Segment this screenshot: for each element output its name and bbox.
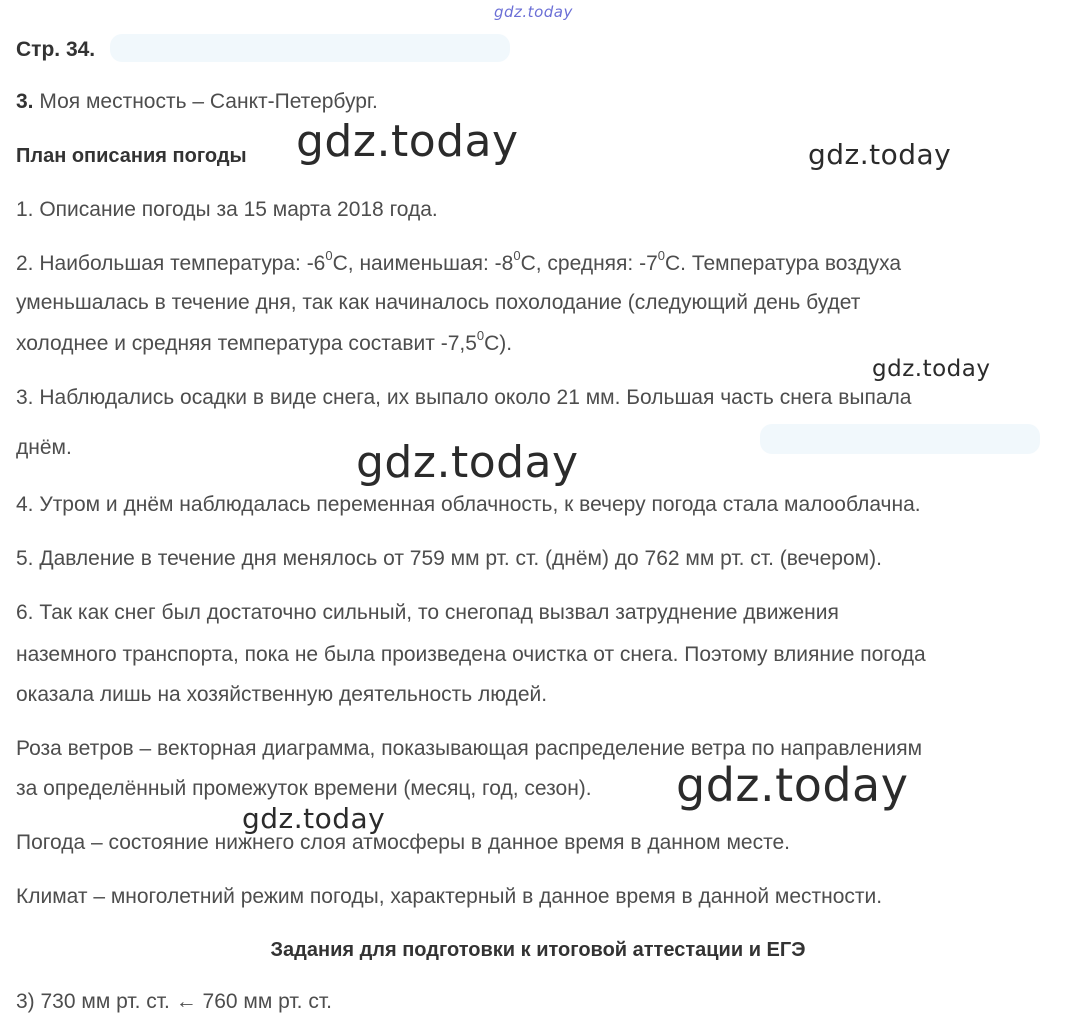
definition-weather: Погода – состояние нижнего слоя атмосферы в данное время в данном месте. xyxy=(16,831,790,854)
task-line xyxy=(16,88,378,116)
watermark: gdz.today xyxy=(676,758,909,812)
plan-item-5: 5. Давление в течение дня менялось от 759 мм рт. ст. (днём) до 762 мм рт. ст. (вечером). xyxy=(16,547,882,570)
text-fragment: С, наименьшая: -8 xyxy=(332,252,514,275)
text-fragment: С. Температура воздуха xyxy=(665,252,902,275)
text-fragment: 2. Наибольшая температура: -6 xyxy=(16,252,326,275)
plan-item-6-line-3: оказала лишь на хозяйственную деятельность людей. xyxy=(16,683,548,706)
watermark: gdz.today xyxy=(242,802,386,835)
plan-item-1: 1. Описание погоды за 15 марта 2018 года. xyxy=(16,198,438,221)
degree-superscript: 0 xyxy=(476,328,485,343)
plan-item-3-line-2: днём. xyxy=(16,436,72,459)
task-number: 3. xyxy=(16,90,34,113)
plan-item-2-line-2: уменьшалась в течение дня, так как начиналось похолодание (следующий день будет xyxy=(16,291,861,314)
definition-wind-rose-line-1: Роза ветров – векторная диаграмма, показывающая распределение ветра по направлениям xyxy=(16,737,923,760)
degree-superscript: 0 xyxy=(325,248,333,263)
plan-item-2-line-1 xyxy=(16,250,901,278)
plan-title: План описания погоды xyxy=(16,145,247,167)
definition-climate: Климат – многолетний режим погоды, характерный в данное время в данной местности. xyxy=(16,885,883,908)
plan-item-2-line-3 xyxy=(16,330,512,358)
background-tint xyxy=(110,34,510,62)
plan-item-6-line-2: наземного транспорта, пока не была произведена очистка от снега. Поэтому влияние погода xyxy=(16,643,926,666)
page-reference: Стр. 34. xyxy=(16,38,96,61)
locality-text: Моя местность – Санкт-Петербург. xyxy=(39,90,378,113)
background-tint xyxy=(760,424,1040,454)
watermark: gdz.today xyxy=(872,356,991,382)
text-fragment: С). xyxy=(484,332,513,355)
watermark: gdz.today xyxy=(296,116,519,167)
exam-heading: Задания для подготовки к итоговой аттестации и ЕГЭ xyxy=(270,939,806,961)
degree-superscript: 0 xyxy=(513,248,521,263)
exam-answer: 3) 730 мм рт. ст. ← 760 мм рт. ст. xyxy=(16,990,332,1013)
text-fragment: С, средняя: -7 xyxy=(520,252,658,275)
definition-wind-rose-line-2: за определённый промежуток времени (месяц, год, сезон). xyxy=(16,777,592,800)
watermark: gdz.today xyxy=(356,437,579,488)
watermark: gdz.today xyxy=(494,3,573,21)
plan-item-4: 4. Утром и днём наблюдалась переменная облачность, к вечеру погода стала малооблачна. xyxy=(16,493,921,516)
degree-superscript: 0 xyxy=(657,248,665,263)
text-fragment: холоднее и средняя температура составит -7,5 xyxy=(16,332,477,355)
watermark: gdz.today xyxy=(808,138,952,171)
plan-item-3-line-1: 3. Наблюдались осадки в виде снега, их выпало около 21 мм. Большая часть снега выпала xyxy=(16,386,912,409)
plan-item-6-line-1: 6. Так как снег был достаточно сильный, то снегопад вызвал затруднение движения xyxy=(16,601,839,624)
